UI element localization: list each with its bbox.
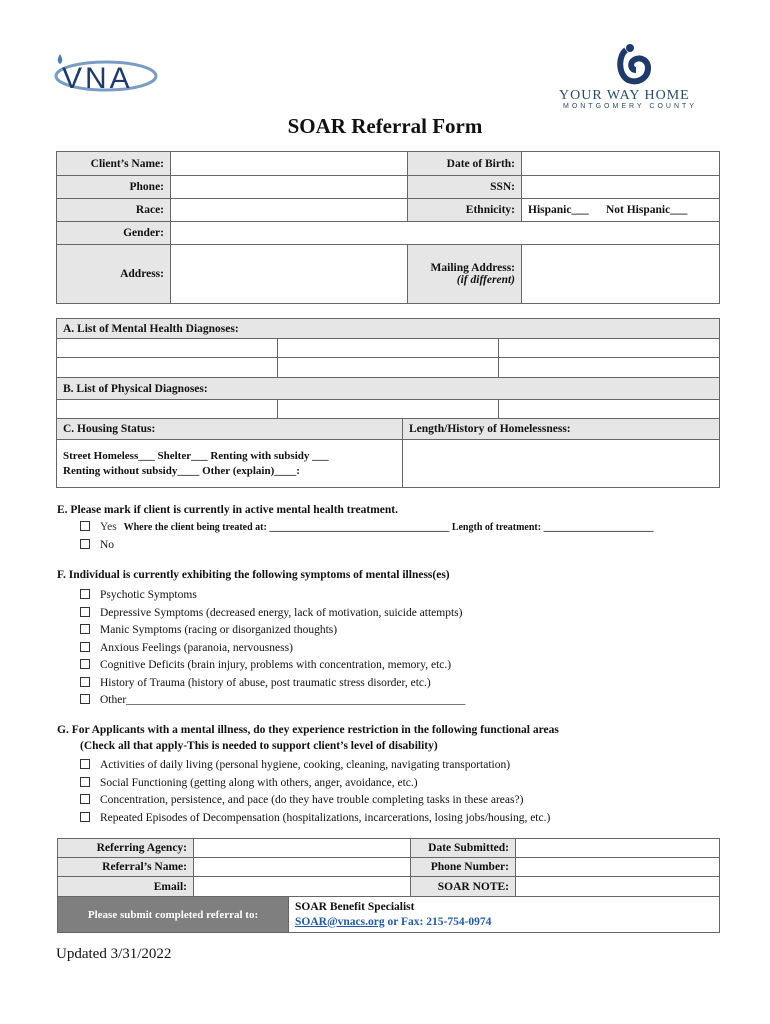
list-item[interactable] (80, 605, 465, 623)
list-item[interactable] (80, 810, 550, 828)
gender-field[interactable] (171, 222, 720, 245)
checkbox[interactable] (80, 589, 90, 599)
housing-status-line-1[interactable]: Street Homeless___ Shelter___ Renting with subsidy ___ (63, 449, 329, 462)
section-f-label: F. Individual is currently exhibiting the following symptoms of mental illness(es) (57, 569, 450, 581)
ssn-label: SSN: (408, 176, 522, 199)
checkbox[interactable] (80, 539, 90, 549)
date-submitted-field[interactable] (516, 839, 720, 858)
date-submitted-label: Date Submitted: (411, 839, 516, 858)
phone-label: Phone: (57, 176, 171, 199)
list-item[interactable] (80, 640, 465, 658)
functional-area-label: Concentration, persistence, and pace (do they have trouble completing tasks in these areas?) (100, 794, 524, 806)
updated-date: Updated 3/31/2022 (56, 946, 172, 962)
treatment-no-label: No (100, 539, 115, 551)
mental-diagnosis-field[interactable] (278, 339, 499, 358)
submit-to-contact (289, 897, 720, 933)
list-item[interactable] (80, 757, 550, 775)
treatment-yes-detail: Where the client being treated at: ____________________________________ Length of treatment: ______________________ (123, 522, 654, 533)
phone-number-label: Phone Number: (411, 858, 516, 877)
symptom-label: Anxious Feelings (paranoia, nervousness) (100, 641, 293, 654)
address-label: Address: (57, 245, 171, 304)
diagnoses-table (56, 318, 720, 488)
soar-note-label: SOAR NOTE: (411, 877, 516, 897)
section-b-label: B. List of Physical Diagnoses: (57, 378, 720, 400)
checkbox[interactable] (80, 794, 90, 804)
list-item[interactable] (80, 657, 465, 675)
dob-label: Date of Birth: (408, 152, 522, 176)
list-item[interactable] (80, 587, 465, 605)
mental-diagnosis-field[interactable] (499, 358, 720, 378)
mental-diagnosis-field[interactable] (57, 339, 278, 358)
list-item[interactable] (80, 675, 465, 693)
checkbox[interactable] (80, 521, 90, 531)
hispanic-option[interactable]: Hispanic___ (528, 204, 589, 216)
fax-prefix: or Fax: (384, 915, 427, 928)
section-e-label: E. Please mark if client is currently in active mental health treatment. (57, 504, 398, 516)
functional-area-label: Activities of daily living (personal hygiene, cooking, cleaning, navigating transportation) (100, 759, 511, 771)
phone-field[interactable] (171, 176, 408, 199)
symptom-label: Depressive Symptoms (decreased energy, lack of motivation, suicide attempts) (100, 606, 463, 619)
mailing-address-sublabel: (if different) (456, 274, 515, 286)
gender-label: Gender: (57, 222, 171, 245)
checkbox[interactable] (80, 759, 90, 769)
housing-status-options[interactable] (57, 440, 403, 488)
symptoms-list (80, 587, 465, 710)
mailing-address-label-text: Mailing Address: (430, 262, 515, 274)
homelessness-history-field[interactable] (403, 440, 720, 488)
your-way-home-subtitle: MONTGOMERY COUNTY (563, 103, 697, 110)
treatment-yes-row[interactable] (80, 521, 654, 533)
soar-note-field[interactable] (516, 877, 720, 897)
checkbox[interactable] (80, 642, 90, 652)
checkbox[interactable] (80, 777, 90, 787)
section-g-sublabel: (Check all that apply-This is needed to support client’s level of disability) (80, 740, 438, 752)
phone-number-field[interactable] (516, 858, 720, 877)
not-hispanic-option[interactable]: Not Hispanic___ (605, 204, 688, 216)
symptom-label: History of Trauma (history of abuse, post traumatic stress disorder, etc.) (100, 676, 431, 689)
ethnicity-options[interactable] (522, 199, 720, 222)
specialist-title: SOAR Benefit Specialist (295, 900, 415, 913)
address-field[interactable] (171, 245, 408, 304)
physical-diagnosis-field[interactable] (499, 400, 720, 419)
ethnicity-label: Ethnicity: (408, 199, 522, 222)
client-name-label: Client’s Name: (57, 152, 171, 176)
checkbox[interactable] (80, 812, 90, 822)
physical-diagnosis-field[interactable] (278, 400, 499, 419)
physical-diagnosis-field[interactable] (57, 400, 278, 419)
referral-table (57, 838, 720, 933)
homelessness-history-label: Length/History of Homelessness: (403, 419, 720, 440)
soar-email-link[interactable]: SOAR@vnacs.org (295, 915, 385, 928)
client-name-field[interactable] (171, 152, 408, 176)
mental-diagnosis-field[interactable] (278, 358, 499, 378)
your-way-home-title: YOUR WAY HOME (559, 88, 690, 103)
symptom-label: Other___________________________________________________________ (100, 694, 466, 706)
checkbox[interactable] (80, 624, 90, 634)
functional-areas-list (80, 757, 550, 827)
submit-to-label: Please submit completed referral to: (58, 897, 289, 933)
mailing-address-label (408, 245, 522, 304)
treatment-no-row[interactable] (80, 539, 114, 551)
symptom-label: Cognitive Deficits (brain injury, problems with concentration, memory, etc.) (100, 659, 452, 671)
checkbox[interactable] (80, 607, 90, 617)
referring-agency-field[interactable] (194, 839, 411, 858)
section-c-label: C. Housing Status: (57, 419, 403, 440)
dob-field[interactable] (522, 152, 720, 176)
symptom-label: Manic Symptoms (racing or disorganized thoughts) (100, 624, 338, 636)
treatment-yes-label: Yes (100, 521, 117, 533)
list-item[interactable] (80, 692, 465, 710)
email-field[interactable] (194, 877, 411, 897)
race-field[interactable] (171, 199, 408, 222)
fax-number: 215-754-0974 (426, 915, 492, 928)
list-item[interactable] (80, 622, 465, 640)
symptom-label: Psychotic Symptoms (100, 589, 197, 601)
checkbox[interactable] (80, 677, 90, 687)
list-item[interactable] (80, 775, 550, 793)
mental-diagnosis-field[interactable] (57, 358, 278, 378)
email-label: Email: (58, 877, 194, 897)
vna-logo (52, 50, 158, 98)
vna-logo-text: VNA (62, 62, 133, 95)
checkbox[interactable] (80, 694, 90, 704)
referring-agency-label: Referring Agency: (58, 839, 194, 858)
list-item[interactable] (80, 792, 550, 810)
referral-name-label: Referral’s Name: (58, 858, 194, 877)
contact-line (295, 915, 713, 930)
page-title: SOAR Referral Form (287, 114, 483, 138)
checkbox[interactable] (80, 659, 90, 669)
functional-area-label: Social Functioning (getting along with others, anger, avoidance, etc.) (100, 776, 418, 789)
functional-area-label: Repeated Episodes of Decompensation (hospitalizations, incarcerations, losing jobs/housing, etc.) (100, 811, 551, 824)
mailing-address-field[interactable] (522, 245, 720, 304)
section-a-label: A. List of Mental Health Diagnoses: (57, 319, 720, 339)
housing-status-line-2[interactable]: Renting without subsidy____ Other (explain)____: (63, 464, 300, 477)
section-g-label: G. For Applicants with a mental illness, do they experience restriction in the following functional areas (57, 724, 559, 736)
race-label: Race: (57, 199, 171, 222)
referral-name-field[interactable] (194, 858, 411, 877)
mental-diagnosis-field[interactable] (499, 339, 720, 358)
client-info-table (56, 151, 720, 304)
ssn-field[interactable] (522, 176, 720, 199)
